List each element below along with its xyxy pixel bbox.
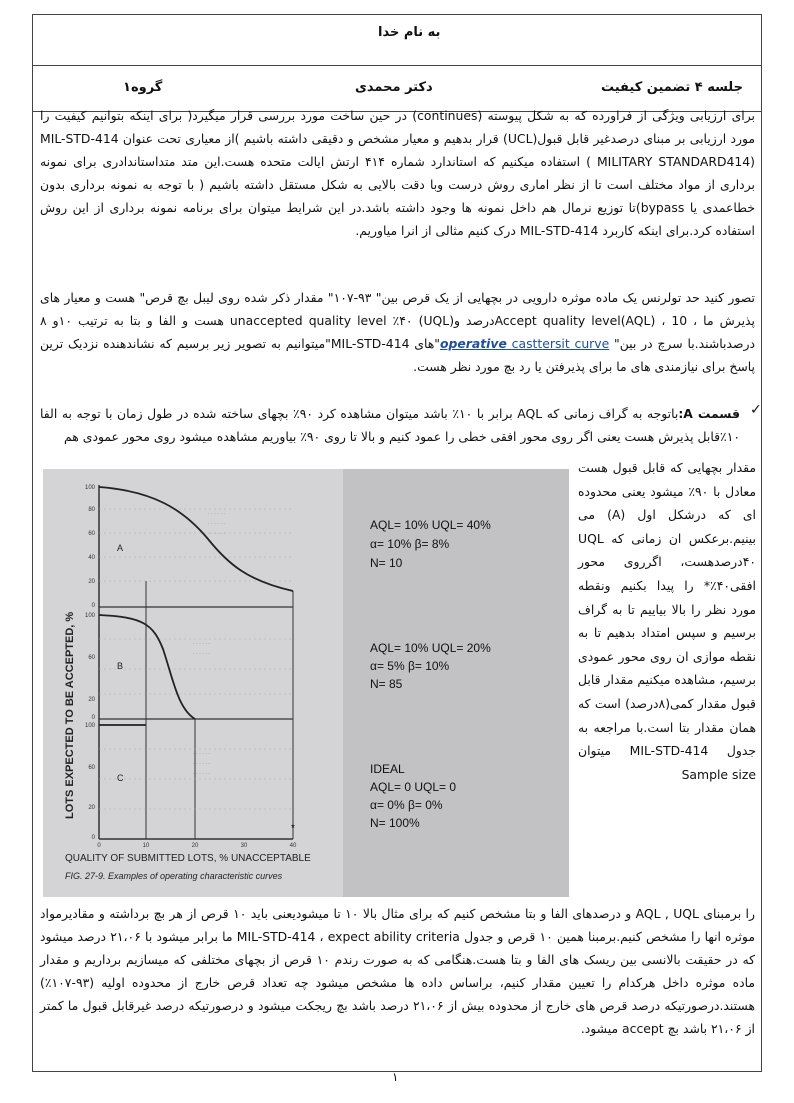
- panel-b-line-3: N= 85: [370, 677, 403, 691]
- link-bold: operative: [439, 336, 507, 351]
- y-tick: 40: [88, 555, 95, 561]
- checkmark-icon: ✓: [750, 402, 762, 418]
- page-number: ۱: [392, 1070, 399, 1084]
- svg-text:*: *: [291, 823, 295, 834]
- group-name: گروه۱: [123, 80, 163, 95]
- paragraph-2: [40, 286, 755, 378]
- figure-caption: FIG. 27-9. Examples of operating characteristic curves: [65, 871, 283, 881]
- svg-text:· · · · · ·: · · · · · ·: [193, 641, 210, 647]
- y-tick: 0: [91, 835, 95, 841]
- svg-text:· · · · · ·: · · · · · ·: [193, 751, 210, 757]
- y-tick: 100: [84, 485, 95, 491]
- x-tick: 20: [191, 843, 199, 849]
- link-rest: casttersit curve: [506, 336, 610, 351]
- instructor-name: دکتر محمدی: [355, 80, 433, 95]
- paragraph-1: برای ارزیابی ویژگی از فراورده که به شکل پیوسته (continues) در حین ساخت مورد بررسی قرار میگیرد( برای اینکه بتوانیم کیفیت را مورد ارزیابی بر مبنای درصدغیر قابل قبول(UCL) قرار بدهیم و معیار مشخص و دقیقی داشته باشیم )از معیاری تحت عنوان MIL-STD-414 ( MILITARY STANDARD414) استفاده میکنیم که استاندارد شماره ۴۱۴ ارتش ایالت متحده هست.این متد متداستاندادری برای نمونه برداری از مواد مختلف است تا از نظر اماری روش درست وبا دقت بالایی به شکل مستقل داشته باشیم ( با توجه به نمونه برداری بدون خطاعمدی یا bypass)تا توزیع نرمال هم داخل نمونه ها وجود داشته باشد.در این شرایط میتوان برای برنامه نمونه برداری از این روش استفاده کرد.برای اینکه کاربرد MIL-STD-414 درک کنیم مثالی از انرا میاوریم.: [40, 108, 755, 238]
- paragraph-2-after: "های MIL-STD-414"میتوانیم به تصویر زیر برسیم که نشاندهنده نزدیک ترین پاسخ برای نیازمندی های ما برای پذیرفتن یا رد بچ مورد نظر هست.: [40, 336, 755, 374]
- y-axis-label: LOTS EXPECTED TO BE ACCEPTED, %: [64, 611, 76, 819]
- panel-a-line-1: AQL= 10% UQL= 40%: [370, 518, 491, 532]
- panel-c-line-4: N= 100%: [370, 816, 420, 830]
- part-a-paragraph: [40, 402, 740, 448]
- y-tick: 60: [88, 531, 95, 537]
- side-paragraph: مقدار بچهایی که قابل قبول هست معادل با ۹۰٪ میشود یعنی محدوده ای که درشکل اول (A) می بینیم.برعکس ان زمانی که UQL ۴۰درصدهست، اگرروی محور افقی۴۰٪* را پیدا بکنیم ونقطه مورد نظر را بالا بیاییم تا به گراف برسیم و سپس امتداد بدهیم تا به نقطه موازی ان روی محور عمودی برسیم، مشاهده میکنیم مقدار قابل قبول مقدار کمی(۸درصد) است که همان مقدار بتا است.با مراجعه به جدول MIL-STD-414 میتوان Sample size: [578, 460, 757, 782]
- x-tick: 10: [142, 843, 150, 849]
- panel-a-line-3: N= 10: [370, 556, 403, 570]
- y-tick: 20: [88, 579, 95, 585]
- svg-text:· · · · · ·: · · · · · ·: [208, 521, 225, 527]
- y-tick: 80: [88, 507, 95, 513]
- panel-c-line-3: α= 0% β= 0%: [370, 798, 443, 812]
- oc-curves-figure: [43, 469, 569, 897]
- panel-b-line-1: AQL= 10% UQL= 20%: [370, 641, 491, 655]
- x-tick: 0: [97, 843, 101, 849]
- header-row-1: [33, 15, 761, 66]
- svg-text:· · · · · ·: · · · · · ·: [193, 771, 210, 777]
- panel-b-line-2: α= 5% β= 10%: [370, 659, 450, 673]
- panel-letter: A: [117, 543, 124, 553]
- part-a-label: قسمت A:: [678, 406, 740, 421]
- x-axis-label: QUALITY OF SUBMITTED LOTS, % UNACCEPTABLE: [65, 853, 311, 864]
- bismillah: به نام خدا: [378, 25, 441, 40]
- svg-text:· · · · · ·: · · · · · ·: [208, 511, 225, 517]
- session-title: جلسه ۴ تضمین کیفیت: [600, 80, 743, 95]
- y-tick: 20: [88, 805, 95, 811]
- x-tick: 40: [289, 843, 297, 849]
- x-tick: 30: [240, 843, 248, 849]
- svg-text:· · · · · ·: · · · · · ·: [193, 651, 210, 657]
- part-a-text: باتوجه به گراف زمانی که AQL برابر با ۱۰٪ باشد میتوان مشاهده کرد ۹۰٪ بچهای ساخته شده در طول زمان با توجه به الفا ۱۰٪قابل پذیرش هست یعنی اگر روی محور افقی خطی را عمود کنیم و بالا تا روی ۹۰٪ بیاوریم مشاهده میشود روی محور عمودی هم: [40, 406, 740, 444]
- y-tick: 0: [91, 603, 95, 609]
- paragraph-3: را برمبنای AQL , UQL و درصدهای الفا و بتا مشخص کنیم که برای مثال بالا ۱۰ تا میشودیعنی باید ۱۰ قرص از هر بچ برداشته و مقادیرمواد موثره انها را مشخص کنیم.برمبنا همین ۱۰ قرص و جدول MIL-STD-414 ، expect ability criteria ما برابر میشود با ۲۱،۰۶ درصد میشود که در حقیقت بالانسی بین ریسک های الفا و بتا هست.هنگامی که به صورت رندم ۱۰ قرص از بچهای مختلفی که میسازیم برداریم و مقدار ماده موثره داخل هرکدام را تعیین مقدار کنیم، براساس داده ها مشخص میشود چه تعداد قرص خارج از محدوده اولیه (۹۳-۱۰۷٪) هستند.درصورتیکه درصد قرص های خارج از محدوده بیش از ۲۱،۰۶ درصد باشد بچ ریجکت میشود و درصورتیکه درصد غیرقابل قبول ما کمتر از ۲۱،۰۶ باشد بچ accept میشود.: [40, 906, 755, 1036]
- panel-c-line-2: AQL= 0 UQL= 0: [370, 780, 457, 794]
- y-tick: 100: [84, 613, 95, 619]
- panel-a-line-2: α= 10% β= 8%: [370, 537, 450, 551]
- operative-curve-link[interactable]: [440, 336, 609, 351]
- svg-text:· · · · · ·: · · · · · ·: [193, 761, 210, 767]
- panel-letter: C: [117, 773, 124, 783]
- panel-letter: B: [117, 661, 124, 671]
- paragraph-2-before: تصور کنید حد تولرنس یک ماده موثره دارویی در بچهایی از یک قرص بین" ۹۳-۱۰۷" مقدار ذکر شده روی لیبل بچ قرص" هست و معیار های پذیرش ما ، Accept quality level(AQL) ، 10درصد و(UQL) unaccepted quality level ٪۴۰ هست و الفا و بتا به ترتیب ۱۰و ۸ درصدباشند.با سرچ در بین": [40, 290, 755, 351]
- y-tick: 100: [84, 723, 95, 729]
- y-tick: 20: [88, 697, 95, 703]
- figure-svg: [43, 469, 569, 897]
- svg-text:· · · · · ·: · · · · · ·: [208, 531, 225, 537]
- panel-c-line-1: IDEAL: [370, 762, 405, 776]
- y-tick: 0: [91, 715, 95, 721]
- y-tick: 60: [88, 655, 95, 661]
- y-tick: 60: [88, 765, 95, 771]
